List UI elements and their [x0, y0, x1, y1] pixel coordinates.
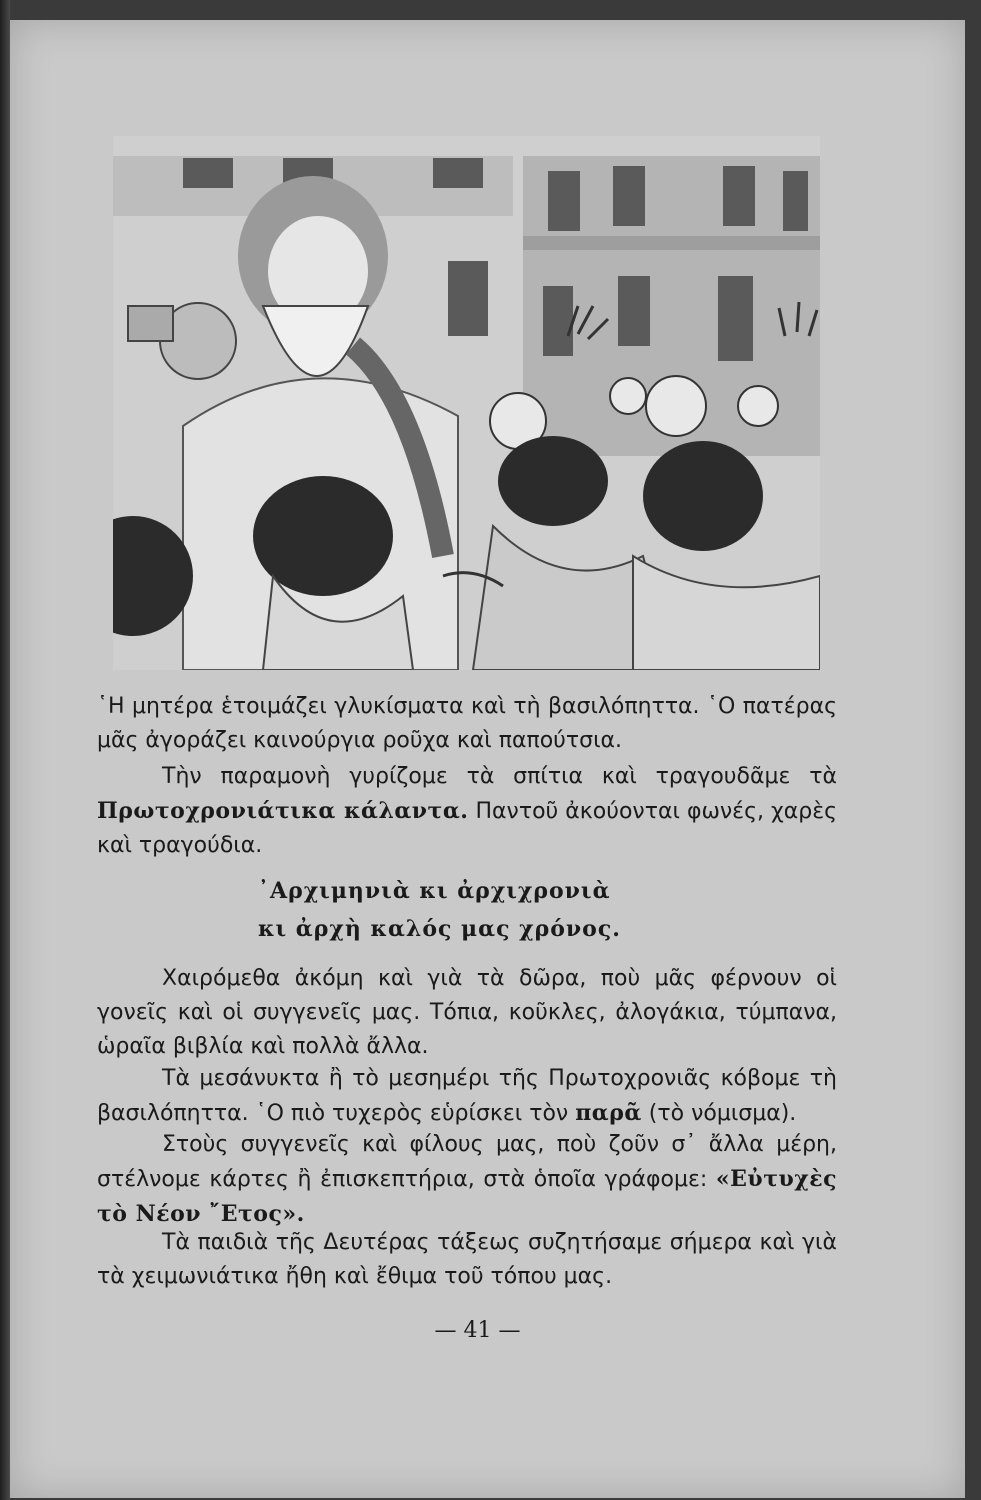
para-bold: παρᾶ	[575, 1100, 642, 1126]
new-year-greeting-bold: «Εὐτυχὲς τὸ Νέον ῎Ετος».	[97, 1166, 837, 1227]
kalanta-verse	[258, 872, 758, 948]
paragraph-2-end: Παντοῦ ἀκούονται φωνές, χαρὲς καὶ τραγούδια.	[97, 799, 837, 858]
paragraph-5-start: Στοὺς συγγενεῖς καὶ φίλους μας, ποὺ ζοῦν σ᾿ ἄλλα μέρη, στέλνομε κάρτες ἢ ἐπισκεπτήρια, στὰ ὁποῖα γράφομε:	[97, 1132, 837, 1192]
paragraph-2-start: Τὴν παραμονὴ γυρίζομε τὰ σπίτια καὶ τραγουδᾶμε τὰ	[162, 764, 837, 789]
paragraph-4-end: (τὸ νόμισμα).	[641, 1101, 797, 1126]
verse-line-2: κι ἀρχὴ καλός μας χρόνος.	[258, 916, 621, 942]
paragraph-6: Τὰ παιδιὰ τῆς Δευτέρας τάξεως συζητήσαμε σήμερα καὶ γιὰ τὰ χειμωνιάτικα ἤθη καὶ ἔθιμα τοῦ τόπου μας.	[97, 1230, 837, 1289]
paragraph-5	[97, 1128, 837, 1232]
page-number: — 41 —	[434, 1318, 521, 1343]
kalanta-bold: Πρωτοχρονιάτικα κάλαντα.	[97, 798, 469, 824]
paragraph-1: ῾Η μητέρα ἑτοιμάζει γλυκίσματα καὶ τὴ βασιλόπηττα. ῾Ο πατέρας μᾶς ἀγοράζει καινούργια ροῦχα καὶ παπούτσια.	[97, 694, 837, 753]
paragraph-3: Χαιρόμεθα ἀκόμη καὶ γιὰ τὰ δῶρα, ποὺ μᾶς φέρνουν οἱ γονεῖς καὶ οἱ συγγενεῖς μας. Τόπια, κοῦκλες, ἀλογάκια, τύμπανα, ὡραῖα βιβλία καὶ πολλὰ ἄλλα.	[97, 966, 837, 1059]
paragraph-4-start: Τὰ μεσάνυκτα ἢ τὸ μεσημέρι τῆς Πρωτοχρονιᾶς κόβομε τὴ βασιλόπηττα. ῾Ο πιὸ τυχερὸς εὑρίσκει τὸν	[97, 1066, 837, 1126]
santa-children-illustration	[113, 136, 820, 670]
verse-line-1: ᾿Αρχιμηνιὰ κι ἀρχιχρονιὰ	[258, 878, 611, 904]
book-spine	[0, 0, 10, 1500]
paragraph-4	[97, 1062, 837, 1131]
paragraph-2	[97, 760, 837, 863]
